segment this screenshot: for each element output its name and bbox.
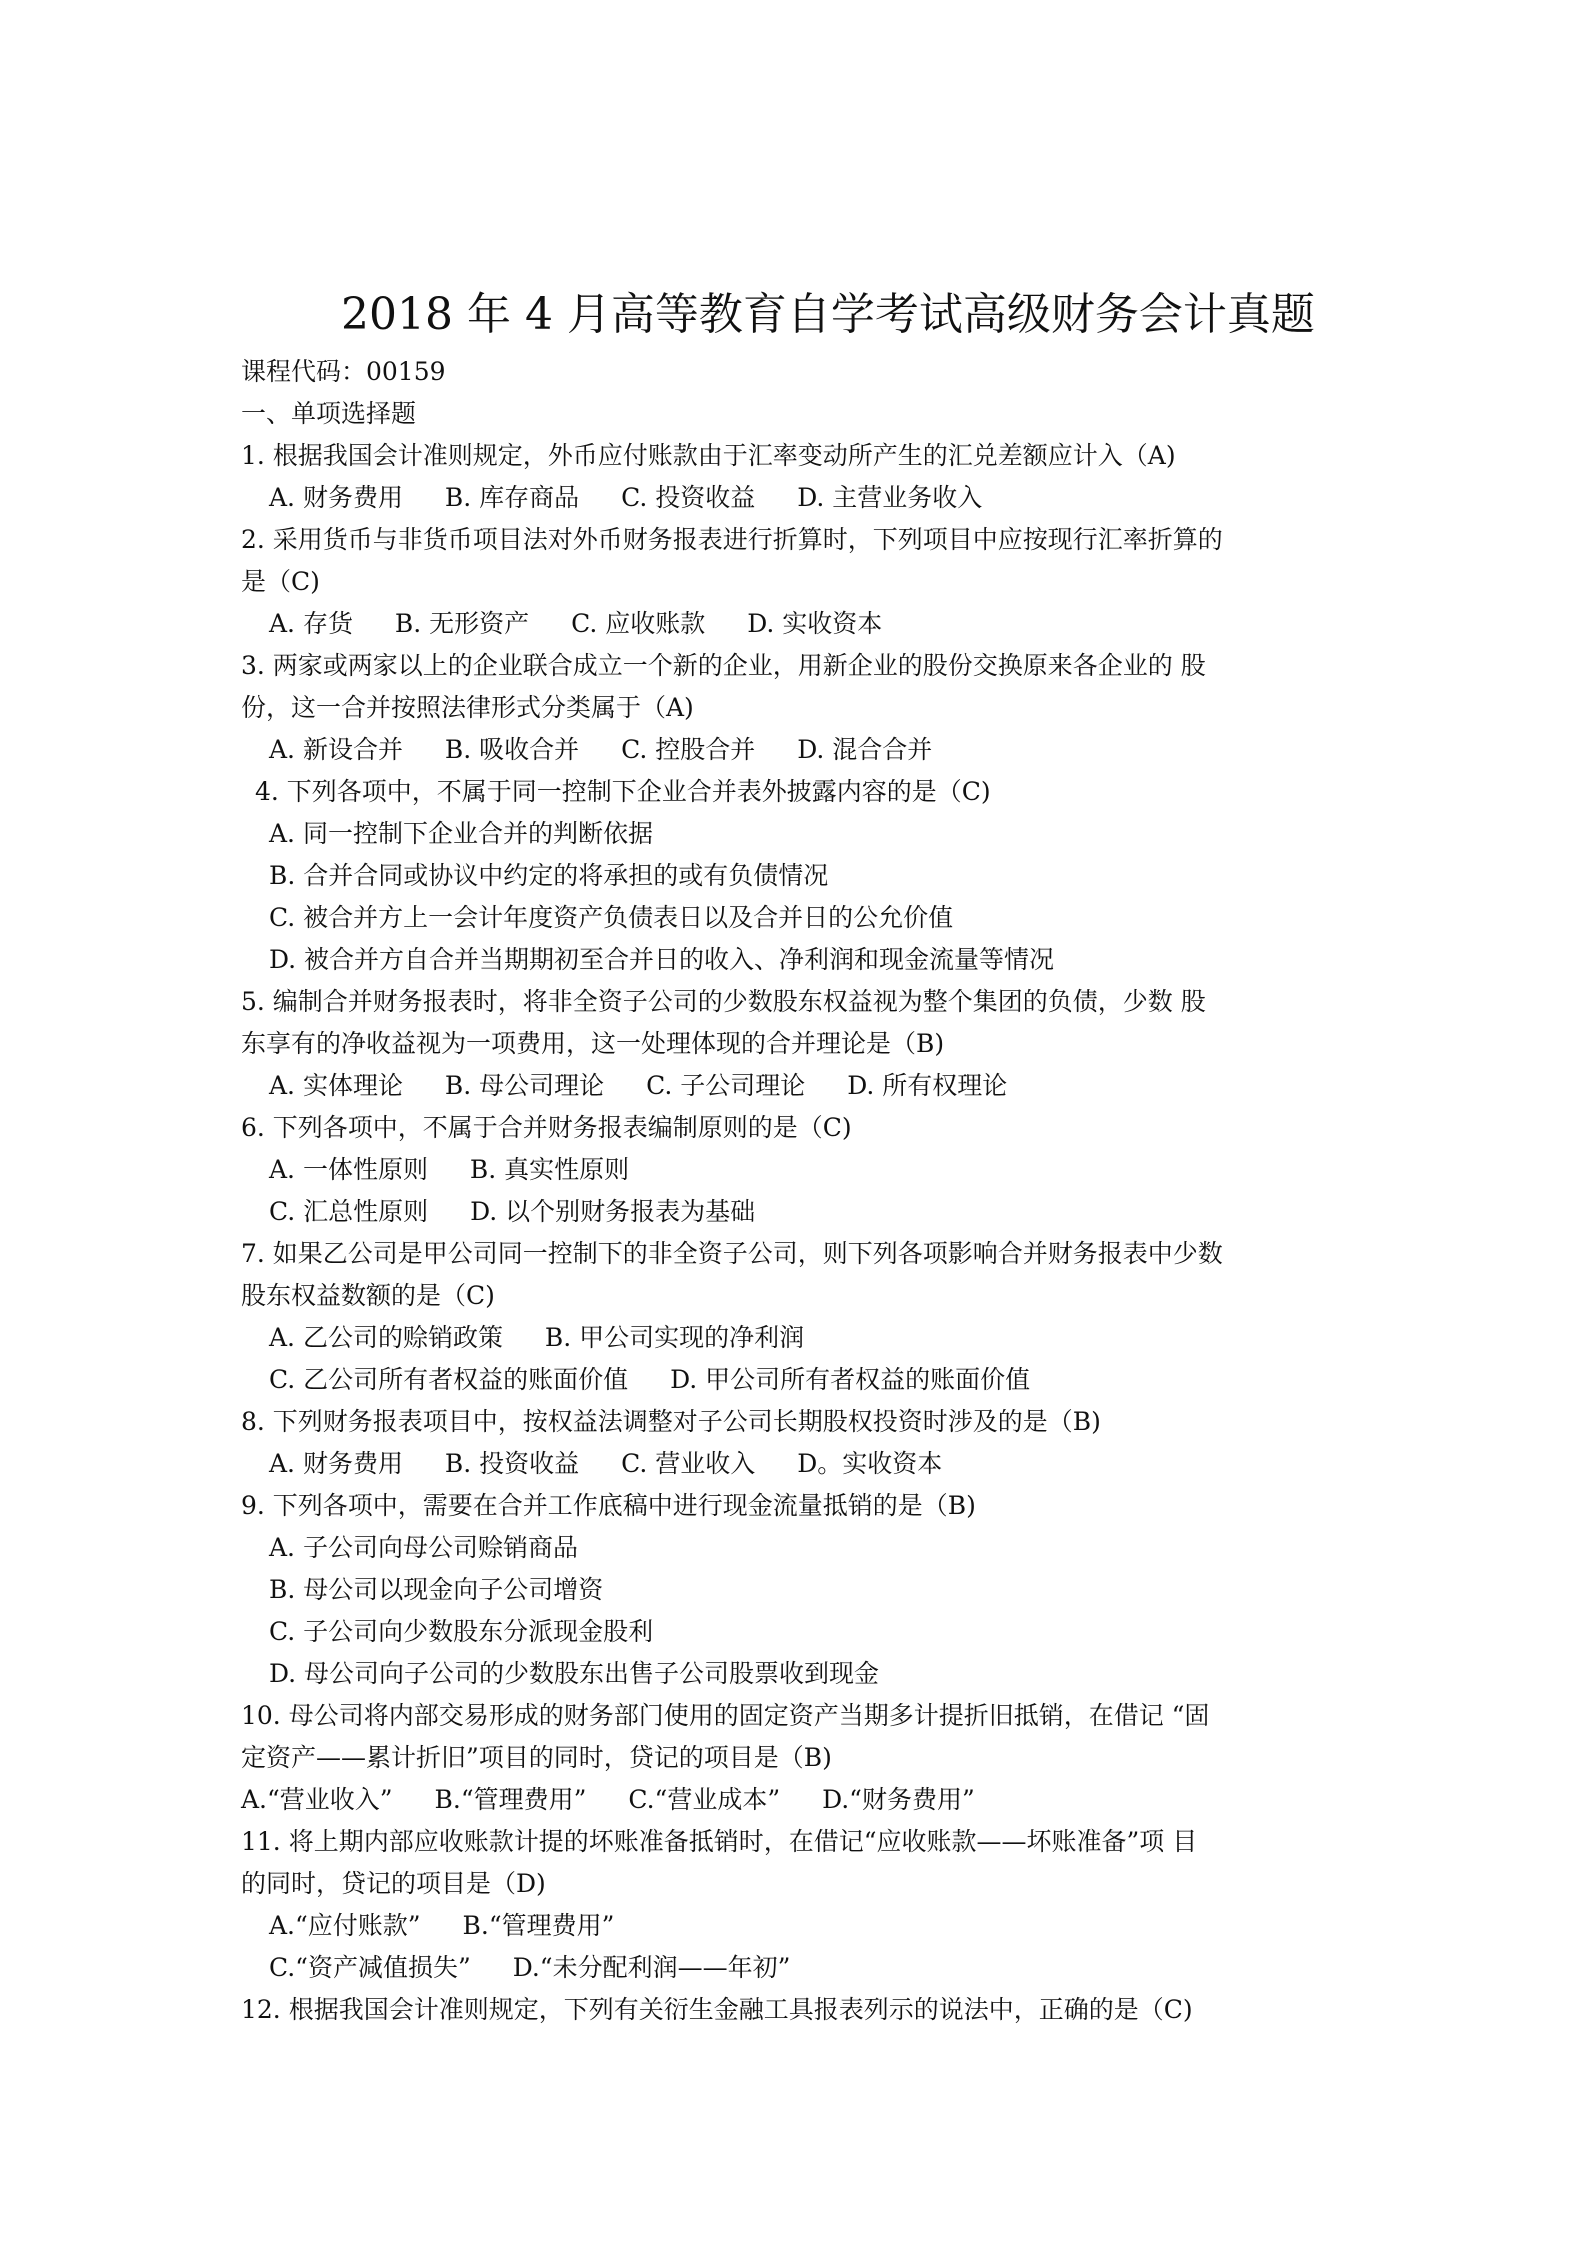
question-4: 4. 下列各项中，不属于同一控制下企业合并表外披露内容的是（C): [255, 777, 991, 806]
option-a: A.“营业收入”: [241, 1785, 393, 1814]
option-d: D. 所有权理论: [847, 1071, 1008, 1100]
course-code: 课程代码：00159: [241, 357, 446, 386]
option-b: B. 合并合同或协议中约定的将承担的或有负债情况: [269, 861, 829, 890]
option-d: D.“财务费用”: [822, 1785, 975, 1814]
question-7-continued: 股东权益数额的是（C): [241, 1281, 495, 1310]
option-b: B. 真实性原则: [469, 1155, 630, 1184]
question-6: 6. 下列各项中，不属于合并财务报表编制原则的是（C): [241, 1113, 852, 1142]
option-a: A.“应付账款”: [269, 1911, 421, 1940]
question-7-options-row-1: [241, 1317, 1361, 1359]
option-b: B. 吸收合并: [444, 735, 580, 764]
option-c: C. 应收账款: [571, 609, 706, 638]
question-5-options: [241, 1065, 1361, 1107]
question-10-options: [241, 1779, 1361, 1821]
question-8-options: [241, 1443, 1361, 1485]
option-d: D. 主营业务收入: [797, 483, 983, 512]
option-c: C. 乙公司所有者权益的账面价值: [269, 1365, 629, 1394]
option-c: C.“资产减值损失”: [269, 1953, 471, 1982]
option-a: A. 同一控制下企业合并的判断依据: [269, 819, 653, 848]
option-c: C. 汇总性原则: [269, 1197, 429, 1226]
question-2-continued: 是（C): [241, 567, 320, 596]
option-a: A. 财务费用: [269, 483, 403, 512]
question-1: 1. 根据我国会计准则规定，外币应付账款由于汇率变动所产生的汇兑差额应计入（A): [241, 441, 1176, 470]
option-c: C.“营业成本”: [628, 1785, 781, 1814]
option-b: B. 投资收益: [444, 1449, 580, 1478]
option-d: D. 混合合并: [797, 735, 933, 764]
question-6-options-row-2: [241, 1191, 1361, 1233]
question-11-continued: 的同时，贷记的项目是（D): [241, 1869, 546, 1898]
question-2-options: [241, 603, 1361, 645]
option-a: A. 一体性原则: [269, 1155, 428, 1184]
question-12: 12. 根据我国会计准则规定，下列有关衍生金融工具报表列示的说法中，正确的是（C): [241, 1995, 1193, 2024]
option-b: B. 无形资产: [394, 609, 530, 638]
question-8: 8. 下列财务报表项目中，按权益法调整对子公司长期股权投资时涉及的是（B): [241, 1407, 1101, 1436]
option-d: D. 被合并方自合并当期期初至合并日的收入、净利润和现金流量等情况: [269, 945, 1055, 974]
option-a: A. 实体理论: [269, 1071, 403, 1100]
option-b: B.“管理费用”: [434, 1785, 587, 1814]
question-9: 9. 下列各项中，需要在合并工作底稿中进行现金流量抵销的是（B): [241, 1491, 976, 1520]
option-c: C. 子公司理论: [646, 1071, 806, 1100]
document-body: [241, 285, 1361, 2031]
document-title: 2018 年 4 月高等教育自学考试高级财务会计真题: [341, 289, 1315, 340]
option-c: C. 子公司向少数股东分派现金股利: [269, 1617, 654, 1646]
question-10-continued: 定资产——累计折旧”项目的同时，贷记的项目是（B): [241, 1743, 832, 1772]
question-10: 10. 母公司将内部交易形成的财务部门使用的固定资产当期多计提折旧抵销，在借记 “固: [241, 1701, 1210, 1730]
option-b: B. 母公司以现金向子公司增资: [269, 1575, 604, 1604]
option-a: A. 乙公司的赊销政策: [269, 1323, 503, 1352]
option-b: B. 母公司理论: [444, 1071, 605, 1100]
question-3-continued: 份，这一合并按照法律形式分类属于（A): [241, 693, 694, 722]
question-6-options-row-1: [241, 1149, 1361, 1191]
question-11-options-row-1: [241, 1905, 1361, 1947]
question-11: 11. 将上期内部应收账款计提的坏账准备抵销时，在借记“应收账款——坏账准备”项 目: [241, 1827, 1198, 1856]
option-c: C. 控股合并: [621, 735, 756, 764]
question-2: 2. 采用货币与非货币项目法对外币财务报表进行折算时，下列项目中应按现行汇率折算的: [241, 525, 1223, 554]
option-c: C. 营业收入: [621, 1449, 756, 1478]
option-b: B.“管理费用”: [462, 1911, 615, 1940]
option-a: A. 财务费用: [269, 1449, 403, 1478]
option-a: A. 新设合并: [269, 735, 403, 764]
option-a: A. 存货: [269, 609, 353, 638]
option-b: B. 库存商品: [444, 483, 580, 512]
option-d: D。实收资本: [797, 1449, 943, 1478]
question-3-options: [241, 729, 1361, 771]
question-1-options: [241, 477, 1361, 519]
question-7-options-row-2: [241, 1359, 1361, 1401]
option-d: D.“未分配利润——年初”: [512, 1953, 791, 1982]
question-3: 3. 两家或两家以上的企业联合成立一个新的企业，用新企业的股份交换原来各企业的 股: [241, 651, 1206, 680]
option-b: B. 甲公司实现的净利润: [544, 1323, 805, 1352]
option-d: D. 以个别财务报表为基础: [470, 1197, 756, 1226]
question-5-continued: 东享有的净收益视为一项费用，这一处理体现的合并理论是（B): [241, 1029, 945, 1058]
option-d: D. 母公司向子公司的少数股东出售子公司股票收到现金: [269, 1659, 880, 1688]
question-5: 5. 编制合并财务报表时，将非全资子公司的少数股东权益视为整个集团的负债，少数 股: [241, 987, 1206, 1016]
option-a: A. 子公司向母公司赊销商品: [269, 1533, 578, 1562]
option-d: D. 实收资本: [747, 609, 883, 638]
question-11-options-row-2: [241, 1947, 1361, 1989]
question-7: 7. 如果乙公司是甲公司同一控制下的非全资子公司，则下列各项影响合并财务报表中少数: [241, 1239, 1223, 1268]
section-heading: 一、单项选择题: [241, 399, 417, 428]
option-d: D. 甲公司所有者权益的账面价值: [670, 1365, 1031, 1394]
option-c: C. 被合并方上一会计年度资产负债表日以及合并日的公允价值: [269, 903, 954, 932]
option-c: C. 投资收益: [621, 483, 756, 512]
